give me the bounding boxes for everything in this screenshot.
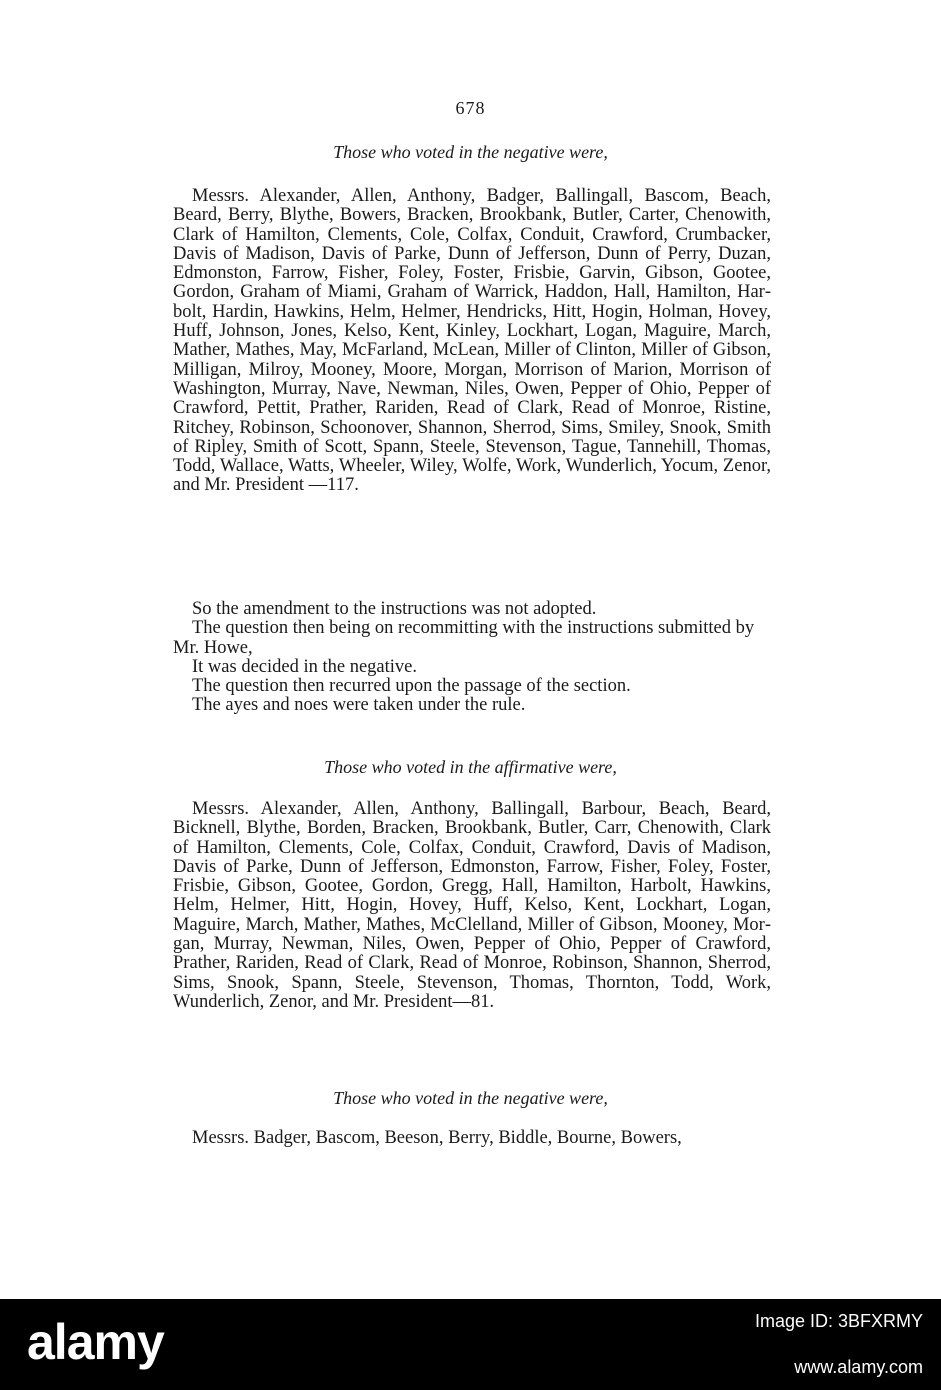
narrative-line: The ayes and noes were taken under the rule. — [192, 695, 526, 716]
narrative-line: So the amendment to the instructions was not adopted. — [192, 599, 597, 619]
negative-votes-heading: Those who voted in the negative were, — [333, 142, 608, 162]
narrative-line: The question then being on recommitting with the instructions submitted by Mr. Howe, — [173, 618, 755, 658]
stock-watermark-footer — [0, 1299, 941, 1390]
narrative-line: The question then recurred upon the passage of the section. — [192, 676, 631, 697]
page-number: 678 — [455, 98, 486, 118]
alamy-logo: alamy — [27, 1314, 164, 1370]
negative-votes-list: Messrs. Alexander, Allen, Anthony, Badger, Ballingall, Bascom, Beach, Beard, Berry, Blythe, Bowers, Bracken, Brookbank, Butler, Carter, Chenowith, Clark of Hamilton, Clements, Cole, Colfax, Conduit, Crawford, Crumbacker, Davis of Madison, Davis of Parke, Dunn of Jefferson, Dunn of Perry, Duzan, Edmonston, Farrow, Fisher, Foley, Foster, Frisbie, Garvin, Gibson, Gootee, Gordon, Graham of Miami, Graham of Warrick, Haddon, Hall, Hamilton, Harbolt, Hardin, Hawkins, Helm, Helmer, Hendricks, Hitt, Hogin, Holman, Hovey, Huff, Johnson, Jones, Kelso, Kent, Kinley, Lockhart, Logan, Maguire, March, Mather, Mathes, May, McFarland, McLean, Miller of Clinton, Miller of Gibson, Milligan, Milroy, Mooney, Moore, Morgan, Morrison of Marion, Morrison of Washington, Murray, Nave, Newman, Niles, Owen, Pepper of Ohio, Pepper of Crawford, Pettit, Prather, Rariden, Read of Clark, Read of Monroe, Ristine, Ritchey, Robinson, Schoonover, Shannon, Sherrod, Sims, Smiley, Snook, Smith of Ripley, Smith of Scott, Spann, Steele, Stevenson, Tague, Tannehill, Thomas, Todd, Wallace, Watts, Wheeler, Wiley, Wolfe, Work, Wunderlich, Yocum, Zenor, and Mr. President —117. — [173, 186, 771, 496]
proceedings-narrative — [173, 600, 771, 716]
negative-votes-list-2: Messrs. Badger, Bascom, Beeson, Berry, Biddle, Bourne, Bowers, — [192, 1128, 682, 1148]
image-id-label: Image ID: 3BFXRMY — [754, 1311, 923, 1331]
affirmative-votes-heading: Those who voted in the affirmative were, — [324, 757, 617, 777]
affirmative-votes-list: Messrs. Alexander, Allen, Anthony, Ballingall, Barbour, Beach, Beard, Bicknell, Blythe, Borden, Bracken, Brookbank, Butler, Carr, Chenowith, Clark of Hamilton, Clements, Cole, Colfax, Conduit, Crawford, Davis of Madison, Davis of Parke, Dunn of Jefferson, Edmonston, Farrow, Fisher, Foley, Foster, Frisbie, Gibson, Gootee, Gordon, Gregg, Hall, Hamilton, Harbolt, Hawkins, Helm, Helmer, Hitt, Hogin, Hovey, Huff, Kelso, Kent, Lockhart, Logan, Maguire, March, Mather, Mathes, McClelland, Miller of Gibson, Mooney, Morgan, Murray, Newman, Niles, Owen, Pepper of Ohio, Pepper of Crawford, Prather, Rariden, Read of Clark, Read of Monroe, Robinson, Shannon, Sherrod, Sims, Snook, Spann, Steele, Stevenson, Thomas, Thornton, Todd, Work, Wunderlich, Zenor, and Mr. President—81. — [173, 799, 771, 1012]
negative-votes-heading-2: Those who voted in the negative were, — [333, 1088, 608, 1108]
stock-url: www.alamy.com — [794, 1357, 923, 1377]
narrative-line: It was decided in the negative. — [192, 656, 417, 677]
